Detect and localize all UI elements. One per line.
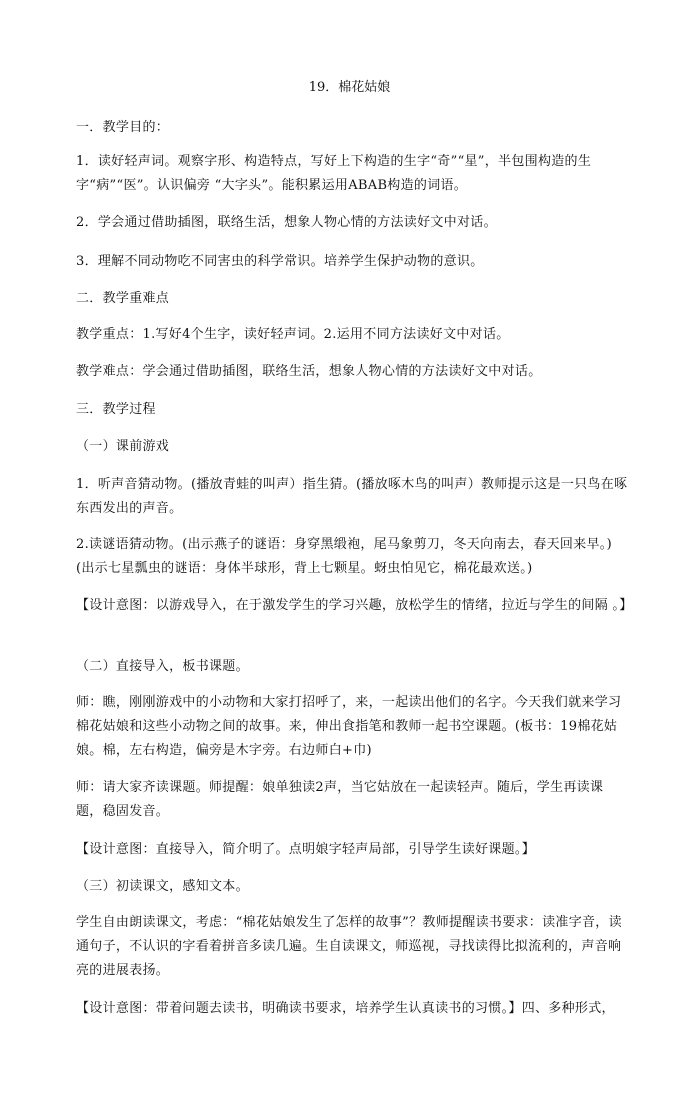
section-heading-key-points: 二．教学重难点 (76, 291, 170, 306)
design-intent-3: 【设计意图：带着问题去读书，明确读书要求，培养学生认真读书的习惯。】四、多种形式， (76, 1001, 615, 1016)
section-heading-process: 三．教学过程 (76, 402, 156, 417)
subsection-heading-intro: （二）直接导入，板书课题。 (76, 659, 249, 674)
reading-paragraph: 学生自由朗读课文，考虑：“棉花姑娘发生了怎样的故事”？教师提醒读书要求：读准字音，读通句子，不认识的字看着拼音多读几遍。生自读课文，师巡视，寻找读得比拟流利的，声音响亮的进展表扬。 (76, 915, 622, 978)
objective-1: 1．读好轻声词。观察字形、构造特点，写好上下构造的生字“奇”“星”，半包围构造的生字“病”“医”。认识偏旁 “大字头”。能积累运用ABAB构造的词语。 (76, 154, 592, 193)
subsection-heading-reading: （三）初读课文，感知文本。 (76, 879, 249, 894)
difficult-point: 教学难点：学会通过借助插图，联络生活，想象人物心情的方法读好文中对话。 (76, 364, 542, 379)
key-point: 教学重点：1.写好4个生字，读好轻声词。2.运用不同方法读好文中对话。 (76, 327, 510, 342)
objective-3: 3．理解不同动物吃不同害虫的科学常识。培养学生保护动物的意识。 (76, 254, 484, 269)
design-intent-2: 【设计意图：直接导入，简介明了。点明娘字轻声局部，引导学生读好课题。】 (76, 842, 536, 857)
game-step-2: 2.读谜语猜动物。(出示燕子的谜语：身穿黑缎袍，尾马象剪刀，冬天向南去，春天回来早。)(出示七星瓢虫的谜语：身体半球形，背上七颗星。蚜虫怕见它，棉花最欢送。) (76, 537, 612, 576)
section-heading-objectives: 一．教学目的： (76, 120, 170, 135)
design-intent-1: 【设计意图：以游戏导入，在于激发学生的学习兴趣，放松学生的情绪，拉近与学生的间隔 。】 (76, 598, 633, 613)
game-step-1: 1．听声音猜动物。(播放青蛙的叫声）指生猜。(播放啄木鸟的叫声）教师提示这是一只鸟在啄东西发出的声音。 (76, 477, 628, 516)
intro-paragraph-2: 师：请大家齐读课题。师提醒：娘单独读2声，当它姑放在一起读轻声。随后，学生再读课题，稳固发音。 (76, 780, 604, 819)
page-title: 19．棉花姑娘 (308, 80, 391, 95)
objective-2: 2．学会通过借助插图，联络生活，想象人物心情的方法读好文中对话。 (76, 215, 497, 230)
intro-paragraph-1: 师：瞧，刚刚游戏中的小动物和大家打招呼了，来，一起读出他们的名字。今天我们就来学习棉花姑娘和这些小动物之间的故事。来，伸出食指笔和教师一起书空课题。(板书：19棉花姑娘。棉，左右构造，偏旁是木字旁。右边师白+巾) (76, 695, 622, 758)
subsection-heading-game: （一）课前游戏 (76, 439, 170, 454)
